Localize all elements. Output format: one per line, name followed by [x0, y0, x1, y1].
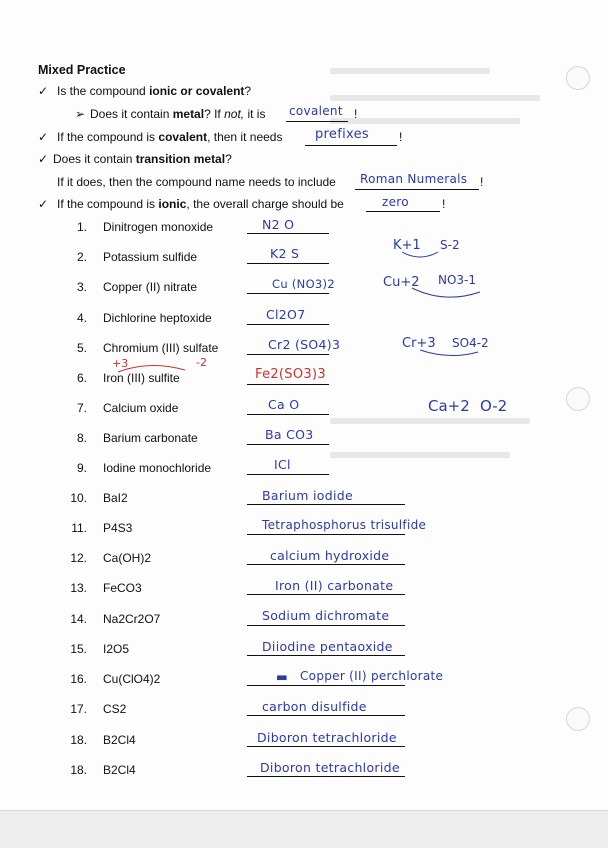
answer-line [247, 414, 329, 415]
item-prompt: Iodine monochloride [103, 461, 212, 475]
bleed-through-mark [330, 95, 540, 101]
item-prompt: Barium carbonate [103, 431, 198, 445]
item-number: 18. [70, 733, 87, 747]
item-number: 2. [76, 250, 87, 264]
item-prompt: P4S3 [103, 521, 133, 535]
item-prompt: B2Cl4 [103, 763, 136, 777]
item-prompt: Na2Cr2O7 [103, 612, 161, 626]
rule-overall-charge: If the compound is ionic, the overall charge should be [57, 197, 344, 211]
checkmark-icon: ✓ [38, 84, 49, 98]
answer-line [247, 715, 405, 716]
item-prompt: FeCO3 [103, 581, 142, 595]
handwritten-answer: covalent [289, 104, 343, 118]
item-prompt: Dichlorine heptoxide [103, 311, 212, 325]
side-note-k-cation: K+1 [393, 238, 421, 253]
item-number: 11. [71, 521, 87, 535]
answer-blank [286, 121, 348, 122]
item-answer: calcium hydroxide [270, 548, 390, 563]
item-number: 13. [70, 581, 87, 595]
side-note-s-anion: S-2 [440, 238, 460, 252]
item-prompt: Chromium (III) sulfate [103, 341, 219, 355]
item-number: 9. [76, 461, 87, 475]
item-answer: Copper (II) perchlorate [300, 669, 444, 683]
side-note-fe-charge: +3 [112, 357, 129, 370]
item-prompt: Ca(OH)2 [103, 551, 152, 565]
item-number: 16. [70, 672, 87, 686]
item-number: 4. [76, 311, 87, 325]
side-note-so3-charge: -2 [196, 356, 207, 369]
answer-line [247, 354, 329, 355]
item-prompt: B2Cl4 [103, 733, 136, 747]
item-number: 3. [76, 280, 87, 294]
arrow-icon [412, 288, 480, 297]
item-answer: N2 O [262, 217, 295, 232]
punch-hole-bottom [566, 707, 590, 731]
item-answer: Barium iodide [262, 488, 353, 503]
rule-transition-metal: Does it contain transition metal? [53, 152, 232, 166]
item-number: 18. [70, 763, 87, 777]
exclamation: ! [480, 175, 484, 189]
answer-line [247, 564, 405, 565]
bleed-through-mark [330, 418, 530, 424]
item-answer: Tetraphosphorus trisulfide [262, 518, 427, 532]
side-note-ca-cation: Ca+2 [428, 397, 470, 415]
worksheet-title: Mixed Practice [38, 63, 126, 77]
item-prompt: BaI2 [103, 491, 128, 505]
exclamation: ! [399, 130, 403, 144]
item-number: 1. [76, 220, 87, 234]
checkmark-icon: ✓ [38, 130, 49, 144]
answer-line [247, 776, 405, 777]
rule-contains-metal: Does it contain metal? If not, it is [90, 107, 266, 121]
answer-line [247, 263, 329, 264]
punch-hole-top [566, 66, 590, 90]
item-number: 15. [70, 642, 87, 656]
item-answer: Cu (NO3)2 [272, 277, 335, 291]
side-note-cr-cation: Cr+3 [402, 336, 436, 351]
answer-line [247, 655, 405, 656]
exclamation: ! [354, 107, 358, 121]
arrow-bullet-icon: ➢ [75, 107, 86, 121]
item-prompt: Iron (III) sulfite [103, 371, 180, 385]
item-answer: Diboron tetrachloride [257, 730, 397, 745]
answer-line [247, 625, 405, 626]
answer-blank [305, 145, 397, 146]
bleed-through-mark [330, 68, 490, 74]
answer-line [247, 384, 329, 385]
handwritten-answer: Roman Numerals [360, 172, 468, 186]
item-prompt: Dinitrogen monoxide [103, 220, 214, 234]
item-answer: K2 S [270, 246, 300, 261]
answer-line [247, 594, 405, 595]
answer-line [247, 444, 329, 445]
answer-line [247, 534, 405, 535]
item-number: 6. [76, 371, 87, 385]
item-answer: Diboron tetrachloride [260, 760, 400, 775]
bleed-through-mark [330, 118, 520, 124]
bleed-through-mark [330, 452, 510, 458]
item-answer: Fe2(SO3)3 [255, 367, 326, 382]
answer-line [247, 293, 329, 294]
item-number: 17. [70, 702, 87, 716]
item-answer: Cl2O7 [266, 307, 306, 322]
handwritten-answer: zero [382, 195, 409, 209]
item-answer: Diiodine pentaoxide [262, 639, 393, 654]
side-note-o-anion: O-2 [480, 397, 508, 415]
item-prompt: Copper (II) nitrate [103, 280, 198, 294]
scan-bottom-band [0, 810, 608, 848]
item-prompt: Calcium oxide [103, 401, 179, 415]
answer-line [247, 474, 329, 475]
item-prompt: Cu(ClO4)2 [103, 672, 161, 686]
scribble-mark: ▬ [276, 669, 289, 684]
handwritten-answer: prefixes [315, 127, 369, 142]
answer-line [247, 746, 405, 747]
rule-ionic-or-covalent: Is the compound ionic or covalent? [57, 84, 252, 98]
item-answer: Sodium dichromate [262, 608, 390, 623]
punch-hole-middle [566, 387, 590, 411]
answer-line [247, 685, 405, 686]
item-number: 14. [70, 612, 87, 626]
exclamation: ! [442, 197, 446, 211]
item-answer: Iron (II) carbonate [275, 578, 394, 593]
item-answer: Cr2 (SO4)3 [268, 337, 341, 352]
item-prompt: Potassium sulfide [103, 250, 198, 264]
answer-line [247, 504, 405, 505]
item-number: 5. [76, 341, 87, 355]
answer-blank [366, 211, 440, 212]
item-prompt: CS2 [103, 702, 127, 716]
answer-line [247, 324, 329, 325]
answer-line [247, 233, 329, 234]
checkmark-icon: ✓ [38, 152, 49, 166]
item-number: 7. [76, 401, 87, 415]
side-note-no3-anion: NO3-1 [438, 273, 477, 287]
side-note-so4-anion: SO4-2 [452, 336, 489, 350]
item-answer: Ca O [268, 397, 300, 412]
item-prompt: I2O5 [103, 642, 130, 656]
item-answer: ICl [274, 457, 291, 472]
item-number: 8. [76, 431, 87, 445]
item-answer: carbon disulfide [262, 699, 367, 714]
rule-covalent-prefixes: If the compound is covalent, then it needs [57, 130, 283, 144]
item-answer: Ba CO3 [265, 427, 314, 442]
answer-blank [355, 189, 479, 190]
rule-roman-numerals: If it does, then the compound name needs to include [57, 175, 336, 189]
item-number: 12. [70, 551, 87, 565]
side-note-cu-cation: Cu+2 [383, 275, 420, 290]
checkmark-icon: ✓ [38, 197, 49, 211]
item-number: 10. [70, 491, 87, 505]
